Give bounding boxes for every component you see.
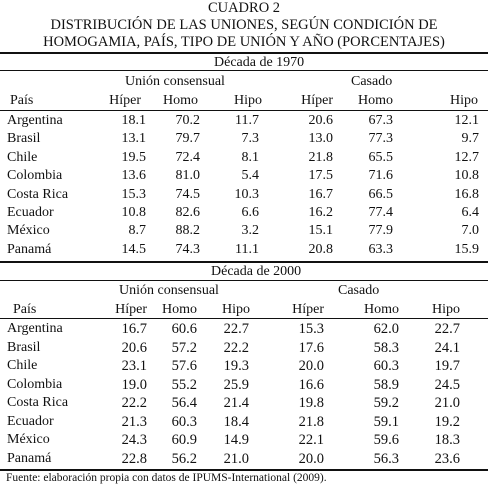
table-cell: 56.2 xyxy=(171,451,197,467)
table-cell: 18.3 xyxy=(434,432,460,448)
table-title-number: CUADRO 2 xyxy=(207,0,281,16)
column-header-2000-2: Hipo xyxy=(222,302,250,317)
table-row-country: Panamá xyxy=(7,242,52,257)
table-cell: 21.0 xyxy=(434,395,460,411)
table-cell: 19.7 xyxy=(434,358,460,374)
group-header-consensual-2000: Unión consensual xyxy=(119,283,219,298)
table-cell: 71.6 xyxy=(368,168,393,183)
table-cell: 56.3 xyxy=(373,451,399,467)
column-header-1970-1: Homo xyxy=(163,93,198,108)
table-cell: 58.3 xyxy=(373,340,399,356)
table-cell: 6.6 xyxy=(241,205,259,220)
table-cell: 10.8 xyxy=(454,168,479,183)
table-cell: 15.9 xyxy=(454,242,479,257)
table-cell: 19.0 xyxy=(121,377,147,393)
table-cell: 81.0 xyxy=(175,168,200,183)
table-cell: 18.4 xyxy=(223,414,249,430)
table-cell: 74.3 xyxy=(175,242,200,257)
table-cell: 3.2 xyxy=(241,223,259,238)
table-cell: 20.6 xyxy=(121,340,147,356)
table-cell: 16.7 xyxy=(121,321,147,337)
table-cell: 12.1 xyxy=(454,113,479,128)
table-row-country: Costa Rica xyxy=(7,395,69,410)
table-cell: 10.8 xyxy=(121,205,146,220)
table-cell: 15.3 xyxy=(121,187,146,202)
column-header-2000-0: Híper xyxy=(115,302,147,317)
table-cell: 55.2 xyxy=(171,377,197,393)
table-cell: 8.1 xyxy=(241,150,259,165)
table-cell: 17.5 xyxy=(308,168,333,183)
table-row-country: Ecuador xyxy=(7,205,54,220)
table-row-country: Colombia xyxy=(7,168,63,183)
table-cell: 59.6 xyxy=(373,432,399,448)
source-note: Fuente: elaboración propia con datos de IPUMS-International (2009). xyxy=(6,472,327,484)
table-cell: 23.6 xyxy=(434,451,460,467)
table-cell: 19.3 xyxy=(223,358,249,374)
table-cell: 15.1 xyxy=(308,223,333,238)
rule-bottom xyxy=(0,469,488,471)
table-cell: 62.0 xyxy=(373,321,399,337)
table-cell: 18.1 xyxy=(121,113,146,128)
table-cell: 16.8 xyxy=(454,187,479,202)
table-cell: 11.1 xyxy=(235,242,259,257)
table-cell: 58.9 xyxy=(373,377,399,393)
table-title-line-2: HOMOGAMIA, PAÍS, TIPO DE UNIÓN Y AÑO (PORCENTAJES) xyxy=(43,34,445,50)
table-cell: 63.3 xyxy=(368,242,393,257)
table-cell: 60.3 xyxy=(373,358,399,374)
group-header-casado-2000: Casado xyxy=(338,283,380,298)
table-row-country: Argentina xyxy=(7,113,63,128)
table-cell: 10.3 xyxy=(234,187,259,202)
table-cell: 16.6 xyxy=(298,377,324,393)
rule-between-tables xyxy=(0,261,488,263)
table-cell: 72.4 xyxy=(175,150,200,165)
table-cell: 77.3 xyxy=(368,131,393,146)
table-cell: 20.6 xyxy=(308,113,333,128)
group-header-casado-1970: Casado xyxy=(351,74,393,89)
table-cell: 14.9 xyxy=(223,432,249,448)
table-cell: 19.8 xyxy=(298,395,324,411)
table-cell: 20.0 xyxy=(298,358,324,374)
table-cell: 74.5 xyxy=(175,187,200,202)
table-cell: 24.5 xyxy=(434,377,460,393)
table-cell: 22.2 xyxy=(121,395,147,411)
table-cell: 19.5 xyxy=(121,150,146,165)
table-cell: 60.3 xyxy=(171,414,197,430)
table-cell: 22.7 xyxy=(223,321,249,337)
table-cell: 65.5 xyxy=(368,150,393,165)
table-cell: 25.9 xyxy=(223,377,249,393)
table-cell: 60.6 xyxy=(171,321,197,337)
column-header-2000-3: Híper xyxy=(292,302,324,317)
table-row-country: Brasil xyxy=(7,340,41,355)
group-header-consensual-1970: Unión consensual xyxy=(125,74,225,89)
table-cell: 7.3 xyxy=(241,131,259,146)
table-row-country: Costa Rica xyxy=(7,187,69,202)
table-row-country: México xyxy=(7,432,50,447)
table-cell: 24.1 xyxy=(434,340,460,356)
table-cell: 16.7 xyxy=(308,187,333,202)
table-cell: 24.3 xyxy=(121,432,147,448)
table-cell: 60.9 xyxy=(171,432,197,448)
table-cell: 23.1 xyxy=(121,358,147,374)
table-cell: 21.3 xyxy=(121,414,147,430)
column-header-2000-1: Homo xyxy=(162,302,197,317)
table-cell: 5.4 xyxy=(241,168,259,183)
rule-under-decade-1970 xyxy=(0,70,488,71)
table-cell: 20.0 xyxy=(298,451,324,467)
table-cell: 13.6 xyxy=(121,168,146,183)
table-cell: 79.7 xyxy=(175,131,200,146)
table-cell: 57.2 xyxy=(171,340,197,356)
table-row-country: Chile xyxy=(7,358,38,373)
table-cell: 15.3 xyxy=(298,321,324,337)
table-cell: 13.0 xyxy=(308,131,333,146)
table-row-country: Colombia xyxy=(7,377,63,392)
table-cell: 14.5 xyxy=(121,242,146,257)
column-header-1970-0: Híper xyxy=(109,93,141,108)
table-row-country: Chile xyxy=(7,150,38,165)
rule-top xyxy=(0,52,488,54)
table-cell: 9.7 xyxy=(461,131,479,146)
rule-under-headers-2000 xyxy=(0,318,488,319)
table-cell: 66.5 xyxy=(368,187,393,202)
column-header-1970-4: Homo xyxy=(358,93,393,108)
table-cell: 19.2 xyxy=(434,414,460,430)
table-cell: 67.3 xyxy=(368,113,393,128)
table-cell: 6.4 xyxy=(461,205,479,220)
table-cell: 20.8 xyxy=(308,242,333,257)
table-cell: 11.7 xyxy=(235,113,259,128)
table-cell: 21.4 xyxy=(223,395,249,411)
table-cell: 70.2 xyxy=(175,113,200,128)
column-header-1970-5: Hipo xyxy=(450,93,478,108)
table-cell: 21.8 xyxy=(298,414,324,430)
column-header-country-2000: País xyxy=(13,302,37,317)
table-row-country: Argentina xyxy=(7,321,63,336)
table-cell: 88.2 xyxy=(175,223,200,238)
column-header-1970-2: Hipo xyxy=(234,93,262,108)
table-cell: 12.7 xyxy=(454,150,479,165)
decade-heading-1970: Década de 1970 xyxy=(214,55,305,70)
table-title-line-1: DISTRIBUCIÓN DE LAS UNIONES, SEGÚN CONDICIÓN DE xyxy=(50,17,438,33)
table-row-country: Ecuador xyxy=(7,414,54,429)
table-cell: 17.6 xyxy=(298,340,324,356)
table-cell: 22.7 xyxy=(434,321,460,337)
table-cell: 77.9 xyxy=(368,223,393,238)
table-cell: 57.6 xyxy=(171,358,197,374)
table-cell: 8.7 xyxy=(128,223,146,238)
table-cell: 22.8 xyxy=(121,451,147,467)
rule-under-decade-2000 xyxy=(0,280,488,281)
rule-under-headers-1970 xyxy=(0,110,488,111)
table-row-country: Panamá xyxy=(7,451,52,466)
column-header-country-1970: País xyxy=(10,93,34,108)
table-cell: 21.8 xyxy=(308,150,333,165)
table-cell: 7.0 xyxy=(461,223,479,238)
table-cell: 82.6 xyxy=(175,205,200,220)
table-cell: 77.4 xyxy=(368,205,393,220)
column-header-2000-4: Homo xyxy=(364,302,399,317)
table-cell: 16.2 xyxy=(308,205,333,220)
table-cell: 13.1 xyxy=(121,131,146,146)
table-cell: 56.4 xyxy=(171,395,197,411)
column-header-1970-3: Híper xyxy=(301,93,333,108)
table-cell: 22.2 xyxy=(223,340,249,356)
table-cell: 59.2 xyxy=(373,395,399,411)
table-cell: 22.1 xyxy=(298,432,324,448)
decade-heading-2000: Década de 2000 xyxy=(211,264,302,279)
table-row-country: México xyxy=(7,223,50,238)
table-cell: 59.1 xyxy=(373,414,399,430)
column-header-2000-5: Hipo xyxy=(432,302,460,317)
table-cell: 21.0 xyxy=(223,451,249,467)
table-row-country: Brasil xyxy=(7,131,41,146)
